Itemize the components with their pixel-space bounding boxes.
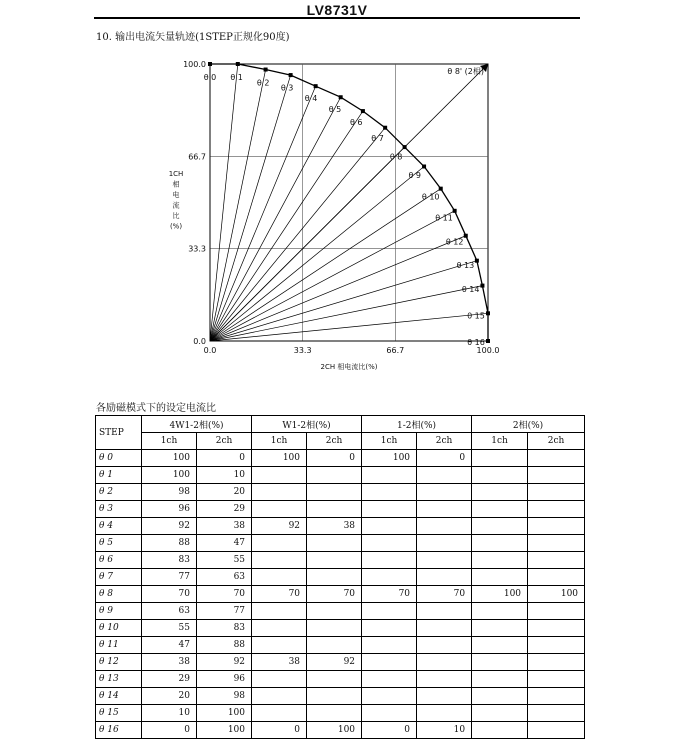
value-cell bbox=[528, 518, 585, 535]
table-header-row bbox=[96, 416, 585, 433]
table-row bbox=[96, 467, 585, 484]
value-cell bbox=[307, 688, 362, 705]
value-cell: 29 bbox=[197, 501, 252, 518]
point-label: θ 8 bbox=[389, 152, 403, 162]
value-cell bbox=[472, 637, 528, 654]
point-label: θ 6 bbox=[349, 118, 363, 128]
step-cell: θ 3 bbox=[96, 501, 142, 518]
value-cell bbox=[528, 722, 585, 739]
value-cell: 20 bbox=[142, 688, 197, 705]
value-cell: 0 bbox=[417, 450, 472, 467]
value-cell bbox=[417, 654, 472, 671]
subheader-1ch: 1ch bbox=[362, 433, 417, 450]
table-row bbox=[96, 552, 585, 569]
value-cell bbox=[472, 705, 528, 722]
table-row bbox=[96, 688, 585, 705]
table-row bbox=[96, 501, 585, 518]
data-point bbox=[383, 126, 387, 130]
value-cell bbox=[528, 688, 585, 705]
data-point bbox=[453, 209, 457, 213]
vector-line bbox=[210, 313, 488, 341]
value-cell: 29 bbox=[142, 671, 197, 688]
data-point bbox=[289, 73, 293, 77]
y-tick-label: 66.7 bbox=[188, 152, 206, 162]
y-tick-label: 0.0 bbox=[193, 337, 206, 346]
value-cell bbox=[362, 518, 417, 535]
value-cell bbox=[417, 671, 472, 688]
step-cell: θ 2 bbox=[96, 484, 142, 501]
section-title: 10. 输出电流矢量轨迹(1STEP正规化90度) bbox=[96, 32, 290, 43]
value-cell bbox=[472, 501, 528, 518]
value-cell: 38 bbox=[197, 518, 252, 535]
subheader-2ch: 2ch bbox=[197, 433, 252, 450]
annotation-label: θ 8' (2相) bbox=[447, 67, 484, 76]
y-axis-label: (%) bbox=[169, 222, 183, 231]
value-cell bbox=[307, 569, 362, 586]
data-point bbox=[464, 234, 468, 238]
value-cell bbox=[417, 552, 472, 569]
value-cell bbox=[362, 484, 417, 501]
value-cell bbox=[307, 671, 362, 688]
step-cell: θ 7 bbox=[96, 569, 142, 586]
value-cell bbox=[362, 637, 417, 654]
data-point bbox=[264, 68, 268, 72]
value-cell bbox=[362, 705, 417, 722]
value-cell bbox=[307, 467, 362, 484]
value-cell: 100 bbox=[362, 450, 417, 467]
value-cell: 92 bbox=[252, 518, 307, 535]
value-cell bbox=[307, 620, 362, 637]
point-label: θ 1 bbox=[230, 72, 243, 82]
value-cell bbox=[528, 450, 585, 467]
value-cell: 70 bbox=[252, 586, 307, 603]
value-cell bbox=[252, 467, 307, 484]
point-label: θ 14 bbox=[461, 284, 480, 294]
table-row bbox=[96, 603, 585, 620]
data-point bbox=[486, 339, 490, 343]
data-point bbox=[339, 95, 343, 99]
value-cell bbox=[362, 535, 417, 552]
table-row bbox=[96, 654, 585, 671]
value-cell: 88 bbox=[142, 535, 197, 552]
point-label: θ 11 bbox=[435, 213, 453, 223]
step-cell: θ 15 bbox=[96, 705, 142, 722]
value-cell: 55 bbox=[142, 620, 197, 637]
value-cell bbox=[472, 654, 528, 671]
value-cell: 38 bbox=[252, 654, 307, 671]
value-cell bbox=[307, 484, 362, 501]
step-cell: θ 8 bbox=[96, 586, 142, 603]
value-cell bbox=[528, 654, 585, 671]
step-cell: θ 16 bbox=[96, 722, 142, 739]
value-cell: 70 bbox=[417, 586, 472, 603]
value-cell bbox=[362, 620, 417, 637]
value-cell: 92 bbox=[197, 654, 252, 671]
point-label: θ 5 bbox=[328, 104, 342, 114]
value-cell: 63 bbox=[197, 569, 252, 586]
point-label: θ 13 bbox=[456, 261, 475, 271]
step-cell: θ 10 bbox=[96, 620, 142, 637]
vector-line bbox=[210, 236, 466, 341]
mode-header: W1-2相(%) bbox=[252, 416, 362, 433]
vector-line bbox=[210, 166, 424, 341]
value-cell bbox=[472, 535, 528, 552]
value-cell: 100 bbox=[307, 722, 362, 739]
value-cell: 83 bbox=[197, 620, 252, 637]
value-cell: 10 bbox=[417, 722, 472, 739]
subheader-2ch: 2ch bbox=[528, 433, 585, 450]
point-label: θ 2 bbox=[256, 78, 270, 88]
value-cell: 92 bbox=[307, 654, 362, 671]
value-cell bbox=[472, 603, 528, 620]
value-cell bbox=[417, 688, 472, 705]
value-cell bbox=[472, 722, 528, 739]
vector-line bbox=[210, 286, 482, 341]
value-cell: 77 bbox=[197, 603, 252, 620]
value-cell: 98 bbox=[197, 688, 252, 705]
value-cell: 0 bbox=[252, 722, 307, 739]
value-cell bbox=[417, 484, 472, 501]
value-cell bbox=[307, 603, 362, 620]
table-row bbox=[96, 671, 585, 688]
step-cell: θ 6 bbox=[96, 552, 142, 569]
value-cell: 70 bbox=[307, 586, 362, 603]
value-cell bbox=[528, 671, 585, 688]
step-cell: θ 5 bbox=[96, 535, 142, 552]
value-cell bbox=[528, 501, 585, 518]
current-ratio-table bbox=[95, 415, 585, 739]
point-label: θ 9 bbox=[408, 171, 422, 181]
value-cell bbox=[362, 688, 417, 705]
data-point bbox=[314, 84, 318, 88]
value-cell bbox=[528, 603, 585, 620]
value-cell: 38 bbox=[142, 654, 197, 671]
value-cell bbox=[472, 552, 528, 569]
step-cell: θ 1 bbox=[96, 467, 142, 484]
point-label: θ 4 bbox=[304, 94, 318, 104]
value-cell bbox=[417, 569, 472, 586]
table-row bbox=[96, 705, 585, 722]
point-label: θ 10 bbox=[421, 192, 440, 202]
value-cell: 70 bbox=[362, 586, 417, 603]
data-point bbox=[422, 164, 426, 168]
value-cell bbox=[528, 569, 585, 586]
value-cell: 0 bbox=[362, 722, 417, 739]
value-cell: 0 bbox=[142, 722, 197, 739]
value-cell: 10 bbox=[142, 705, 197, 722]
y-axis-label: 流 bbox=[172, 201, 180, 210]
value-cell bbox=[362, 654, 417, 671]
value-cell: 0 bbox=[307, 450, 362, 467]
data-point bbox=[439, 187, 443, 191]
value-cell: 70 bbox=[197, 586, 252, 603]
y-axis-label: 比 bbox=[172, 212, 180, 220]
value-cell: 47 bbox=[197, 535, 252, 552]
table-row bbox=[96, 586, 585, 603]
value-cell bbox=[528, 637, 585, 654]
value-cell bbox=[472, 450, 528, 467]
y-tick-label: 33.3 bbox=[188, 244, 206, 254]
step-cell: θ 9 bbox=[96, 603, 142, 620]
point-label: θ 16 bbox=[467, 338, 485, 347]
vector-line bbox=[210, 70, 266, 341]
subheader-1ch: 1ch bbox=[142, 433, 197, 450]
table-row bbox=[96, 535, 585, 552]
y-tick-label: 100.0 bbox=[183, 60, 206, 69]
value-cell bbox=[362, 603, 417, 620]
table-row bbox=[96, 637, 585, 654]
data-point bbox=[236, 62, 240, 66]
value-cell bbox=[362, 671, 417, 688]
value-cell bbox=[528, 484, 585, 501]
value-cell bbox=[472, 467, 528, 484]
value-cell bbox=[252, 535, 307, 552]
table-row bbox=[96, 620, 585, 637]
value-cell bbox=[307, 552, 362, 569]
value-cell bbox=[362, 569, 417, 586]
value-cell bbox=[252, 569, 307, 586]
document-title: LV8731V bbox=[306, 2, 368, 18]
x-axis-label: 2CH 相电流比(%) bbox=[320, 363, 378, 371]
table-row bbox=[96, 518, 585, 535]
table-row bbox=[96, 450, 585, 467]
value-cell bbox=[252, 688, 307, 705]
subheader-2ch: 2ch bbox=[417, 433, 472, 450]
data-point bbox=[475, 259, 479, 263]
x-tick-label: 33.3 bbox=[293, 346, 312, 355]
value-cell bbox=[417, 501, 472, 518]
step-cell: θ 4 bbox=[96, 518, 142, 535]
value-cell bbox=[472, 620, 528, 637]
value-cell bbox=[252, 501, 307, 518]
value-cell bbox=[417, 620, 472, 637]
vector-line bbox=[210, 128, 385, 341]
value-cell: 38 bbox=[307, 518, 362, 535]
value-cell: 20 bbox=[197, 484, 252, 501]
value-cell bbox=[362, 552, 417, 569]
vector-line bbox=[210, 211, 455, 341]
value-cell bbox=[528, 552, 585, 569]
data-point bbox=[480, 284, 484, 288]
value-cell bbox=[362, 467, 417, 484]
value-cell bbox=[362, 501, 417, 518]
value-cell: 10 bbox=[197, 467, 252, 484]
value-cell: 55 bbox=[197, 552, 252, 569]
value-cell: 0 bbox=[197, 450, 252, 467]
value-cell: 100 bbox=[528, 586, 585, 603]
table-row bbox=[96, 722, 585, 739]
y-axis-label: 相 bbox=[172, 180, 180, 189]
step-header: STEP bbox=[96, 416, 142, 450]
value-cell bbox=[472, 569, 528, 586]
value-cell: 100 bbox=[197, 722, 252, 739]
value-cell: 63 bbox=[142, 603, 197, 620]
table-title: 各励磁模式下的设定电流比 bbox=[96, 403, 216, 414]
value-cell bbox=[472, 484, 528, 501]
value-cell bbox=[307, 705, 362, 722]
vector-line bbox=[210, 189, 441, 341]
value-cell bbox=[417, 467, 472, 484]
mode-header: 1-2相(%) bbox=[362, 416, 472, 433]
table-subheader-row bbox=[96, 433, 585, 450]
value-cell: 100 bbox=[252, 450, 307, 467]
value-cell bbox=[252, 603, 307, 620]
step-cell: θ 14 bbox=[96, 688, 142, 705]
value-cell: 96 bbox=[142, 501, 197, 518]
value-cell bbox=[417, 603, 472, 620]
table-row bbox=[96, 484, 585, 501]
value-cell bbox=[307, 637, 362, 654]
value-cell: 100 bbox=[142, 450, 197, 467]
value-cell bbox=[528, 620, 585, 637]
value-cell bbox=[528, 467, 585, 484]
value-cell: 70 bbox=[142, 586, 197, 603]
x-tick-label: 100.0 bbox=[476, 346, 500, 355]
value-cell: 100 bbox=[197, 705, 252, 722]
value-cell bbox=[252, 671, 307, 688]
point-label: θ 12 bbox=[445, 237, 464, 247]
x-tick-label: 66.7 bbox=[386, 346, 405, 355]
data-point bbox=[486, 311, 490, 315]
value-cell bbox=[252, 552, 307, 569]
value-cell bbox=[417, 518, 472, 535]
data-point bbox=[403, 145, 407, 149]
subheader-2ch: 2ch bbox=[307, 433, 362, 450]
mode-header: 4W1-2相(%) bbox=[142, 416, 252, 433]
value-cell bbox=[472, 671, 528, 688]
value-cell: 88 bbox=[197, 637, 252, 654]
value-cell: 92 bbox=[142, 518, 197, 535]
vector-line bbox=[210, 64, 238, 341]
value-cell bbox=[252, 484, 307, 501]
value-cell: 100 bbox=[142, 467, 197, 484]
data-point bbox=[208, 62, 212, 66]
table-row bbox=[96, 569, 585, 586]
value-cell: 100 bbox=[472, 586, 528, 603]
value-cell bbox=[417, 535, 472, 552]
y-axis-label: 1CH bbox=[168, 170, 184, 178]
value-cell: 83 bbox=[142, 552, 197, 569]
y-axis-label: 电 bbox=[172, 191, 180, 199]
point-label: θ 3 bbox=[280, 83, 294, 93]
point-label: θ 15 bbox=[467, 311, 485, 321]
value-cell bbox=[528, 535, 585, 552]
step-cell: θ 0 bbox=[96, 450, 142, 467]
step-cell: θ 13 bbox=[96, 671, 142, 688]
value-cell: 47 bbox=[142, 637, 197, 654]
point-label: θ 7 bbox=[371, 133, 384, 143]
value-cell: 96 bbox=[197, 671, 252, 688]
step-cell: θ 11 bbox=[96, 637, 142, 654]
subheader-1ch: 1ch bbox=[472, 433, 528, 450]
value-cell: 77 bbox=[142, 569, 197, 586]
value-cell bbox=[252, 637, 307, 654]
value-cell bbox=[417, 705, 472, 722]
value-cell bbox=[417, 637, 472, 654]
value-cell bbox=[252, 620, 307, 637]
value-cell bbox=[307, 535, 362, 552]
mode-header: 2相(%) bbox=[472, 416, 585, 433]
point-label: θ 0 bbox=[203, 73, 217, 82]
x-tick-label: 0.0 bbox=[203, 346, 217, 355]
data-point bbox=[361, 109, 365, 113]
value-cell bbox=[528, 705, 585, 722]
value-cell bbox=[472, 518, 528, 535]
vector-line bbox=[210, 97, 341, 341]
value-cell bbox=[252, 705, 307, 722]
value-cell bbox=[307, 501, 362, 518]
value-cell: 98 bbox=[142, 484, 197, 501]
vector-line bbox=[210, 111, 363, 341]
subheader-1ch: 1ch bbox=[252, 433, 307, 450]
step-cell: θ 12 bbox=[96, 654, 142, 671]
value-cell bbox=[472, 688, 528, 705]
